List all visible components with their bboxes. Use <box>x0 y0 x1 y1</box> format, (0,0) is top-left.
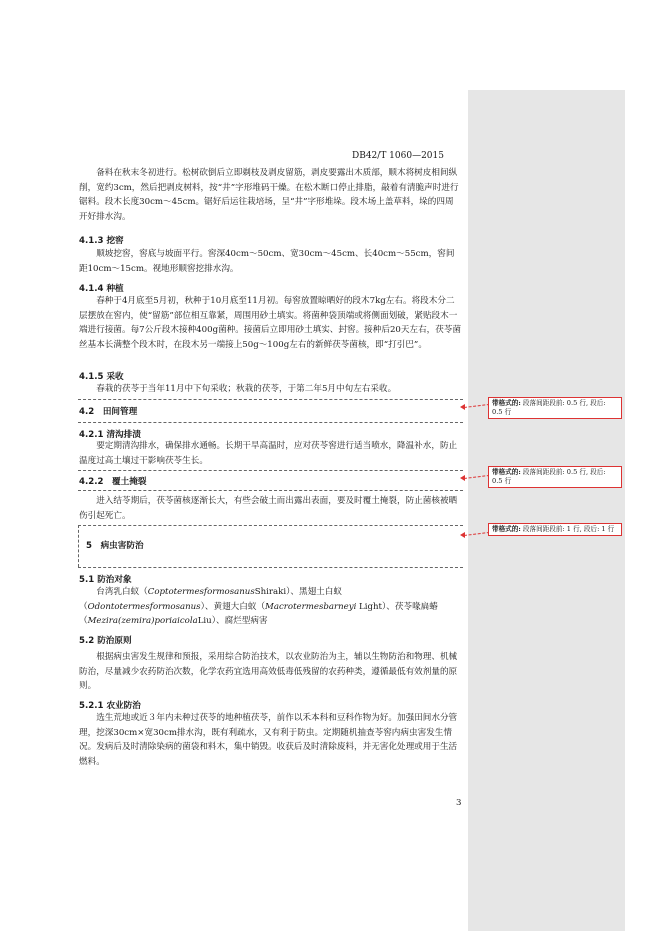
comment-text: 段落间距段前: 0.5 行, 段后: 0.5 行 <box>492 399 606 416</box>
arrow-left-icon <box>460 404 465 410</box>
format-marker-line <box>78 422 463 423</box>
section-4-2-1-text: 要定期清沟排水，确保排水通畅。长期干旱高温时，应对茯苓窖进行适当喷水，降温补水，防止温度过高土壤过干影响茯苓生长。 <box>79 441 458 466</box>
format-marker-line <box>78 490 463 491</box>
section-4-1-3-title: 4.1.3 挖窖 <box>79 236 124 246</box>
format-marker-line <box>78 470 463 471</box>
comment-text: 段落间距段前: 1 行, 段后: 1 行 <box>522 525 615 533</box>
arrow-left-icon <box>460 532 465 538</box>
format-marker-line <box>78 399 463 400</box>
section-5-2-1-title: 5.2.1 农业防治 <box>79 701 141 711</box>
comment-label: 带格式的: <box>492 468 521 476</box>
section-4-1-5-title: 4.1.5 采收 <box>79 372 124 382</box>
page-number: 3 <box>456 798 462 808</box>
section-4-1-5-text: 春栽的茯苓于当年11月中下旬采收；秋栽的茯苓，于第二年5月中旬左右采收。 <box>96 384 397 394</box>
comment-label: 带格式的: <box>492 525 521 533</box>
comment-label: 带格式的: <box>492 399 521 407</box>
comment-pane <box>468 90 625 931</box>
section-5-title: 5 病虫害防治 <box>86 541 144 551</box>
section-4-1-4-text: 春种于4月底至5月初，秋种于10月底至11月初。每窖放置晾晒好的段木7kg左右。将段木分二层摆放在窖内，使“留筋”部位相互靠紧，周围用砂土填实。将菌种袋顶端或将侧面划破，紧贴段木一端进行接菌。每7公斤段木接种400g菌种。接菌后立即用砂土填实、封窖。接种后20天左右，茯苓菌丝基本长满整个段木时，在段木另一端接上50g～100g左右的新鲜茯苓菌核，即“打引巴”。 <box>79 296 462 351</box>
intro-paragraph: 备料在秋末冬初进行。松树砍倒后立即剃枝及剥皮留筋，剥皮要露出木质部，顺木将树皮相间纵削，宽约3cm，然后把剥皮树料，按“井”字形堆码干燥。在松木断口停止排脂，敲着有清脆声时进行锯料。段木长度30cm～45cm。锯好后运往栽培场，呈“井”字形堆垛。段木场上盖草料，垛的四周开好排水沟。 <box>79 168 459 223</box>
section-5-1-text: 台湾乳白蚁（CoptotermesformosanusShiraki）、黑翅土白蚁（Odontotermesformosanus）、黄翅大白蚁（Macrotermesbarneyi Light）、茯苓喙扁蝽（Mezira(zemira)poriaicolaLiu）、腐烂型病害 <box>79 587 438 627</box>
section-4-2-title: 4.2 田间管理 <box>79 407 138 417</box>
section-5-2-text: 根据病虫害发生规律和预报，采用综合防治技术，以农业防治为主，辅以生物防治和物理、机械防治，尽量减少农药防治次数，化学农药宜选用高效低毒低残留的农药种类，遵循最低有效剂量的原则。 <box>79 652 458 692</box>
format-comment-2[interactable] <box>488 466 622 488</box>
section-4-2-2-title: 4.2.2 覆土掩裂 <box>79 477 147 487</box>
format-marker-line <box>78 567 463 568</box>
format-comment-1[interactable] <box>488 397 622 419</box>
section-5-2-title: 5.2 防治原则 <box>79 636 132 646</box>
section-5-2-1-text: 选生荒地或近３年内未种过茯苓的地种植茯苓，前作以禾本科和豆科作物为好。加强田间水分管理，挖深30cm×宽30cm排水沟，既有利疏水，又有利于防虫。定期随机抽查苓窖内病虫害发生情况。发病后及时清除染病的菌袋和料木，集中销毁。收获后及时清除废料，并无害化处理或用于生活燃料。 <box>79 713 458 768</box>
section-4-1-4-title: 4.1.4 种植 <box>79 284 124 294</box>
comment-text: 段落间距段前: 0.5 行, 段后: 0.5 行 <box>492 468 606 485</box>
standard-code: DB42/T 1060—2015 <box>352 151 444 161</box>
format-marker-line <box>78 525 463 526</box>
section-4-1-3-text: 顺坡挖窖，窖底与坡面平行。窖深40cm～50cm、宽30cm～45cm、长40cm～55cm，窖间距10cm～15cm。视地形顺窖挖排水沟。 <box>79 249 455 274</box>
format-marker-line <box>78 525 79 567</box>
arrow-left-icon <box>460 475 465 481</box>
section-5-1-title: 5.1 防治对象 <box>79 575 132 585</box>
section-4-2-1-title: 4.2.1 清沟排渍 <box>79 430 141 440</box>
section-4-2-2-text: 进入结苓期后，茯苓菌核逐渐长大，有些会破土而出露出表面，要及时覆土掩裂，防止菌核被晒伤引起死亡。 <box>79 496 458 521</box>
format-comment-3[interactable] <box>488 523 622 536</box>
